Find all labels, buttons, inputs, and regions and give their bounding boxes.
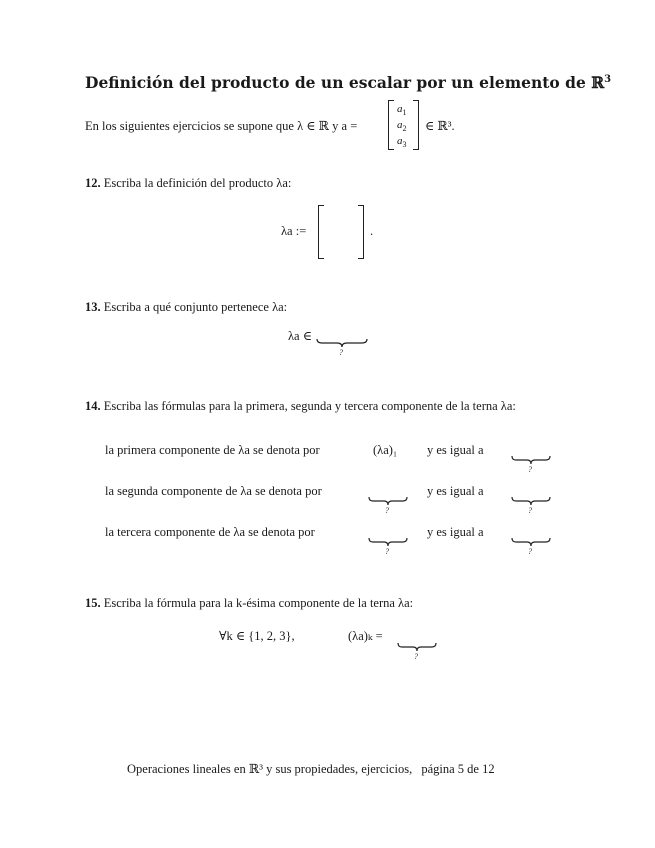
intro-vector-right-bracket bbox=[413, 100, 419, 150]
exercise-14-row-3-notation-question-mark: ? bbox=[385, 547, 389, 556]
intro-vector-left-bracket bbox=[388, 100, 394, 150]
exercise-14-row-1-value-underbrace-icon bbox=[511, 455, 551, 465]
exercise-15-underbrace-icon bbox=[397, 642, 437, 652]
exercise-13-underbrace-icon bbox=[316, 338, 368, 348]
exercise-14-row-2-notation-question-mark: ? bbox=[385, 506, 389, 515]
exercise-13-text: Escriba a qué conjunto pertenece λa: bbox=[103, 300, 288, 314]
page-title bbox=[85, 70, 611, 93]
page-footer bbox=[127, 762, 495, 777]
exercise-14-row-1-equal: y es igual a bbox=[427, 443, 484, 457]
exercise-12-text: Escriba la definición del producto λa: bbox=[103, 176, 292, 190]
exercise-12-number: 12. bbox=[85, 176, 101, 190]
exercise-12 bbox=[85, 176, 291, 191]
vector-entry-2: $a_2$ bbox=[397, 119, 407, 134]
exercise-12-left-bracket bbox=[318, 205, 324, 259]
exercise-14-row-3-label: la tercera componente de λa se denota por bbox=[105, 525, 315, 539]
footer-page-number: página 5 de 12 bbox=[421, 762, 495, 776]
intro-tail: ∈ ℝ³. bbox=[425, 119, 455, 133]
exercise-12-right-bracket bbox=[358, 205, 364, 259]
exercise-14-row-2-notation-underbrace-icon bbox=[368, 496, 408, 506]
footer-text: Operaciones lineales en ℝ³ y sus propiedades, ejercicios, bbox=[127, 762, 413, 776]
intro-lead: En los siguientes ejercicios se supone que λ ∈ ℝ y a = bbox=[85, 119, 358, 133]
exercise-13 bbox=[85, 300, 287, 315]
exercise-12-formula-end: . bbox=[370, 224, 374, 238]
exercise-14-row-2-value-underbrace-icon bbox=[511, 496, 551, 506]
exercise-14-number: 14. bbox=[85, 399, 101, 413]
exercise-15-number: 15. bbox=[85, 596, 101, 610]
exercise-14-row-2-value-question-mark: ? bbox=[528, 506, 532, 515]
exercise-15-question-mark: ? bbox=[414, 652, 418, 661]
exercise-14-row-1-value-question-mark: ? bbox=[528, 465, 532, 474]
exercise-13-number: 13. bbox=[85, 300, 101, 314]
exercise-15-lhs: (λa)ₖ = bbox=[348, 629, 383, 643]
exercise-13-formula-lhs: λa ∈ bbox=[288, 329, 312, 343]
exercise-14-row-3-notation-underbrace-icon bbox=[368, 537, 408, 547]
exercise-14-row-3-equal: y es igual a bbox=[427, 525, 484, 539]
exercise-14-row-3-value-underbrace-icon bbox=[511, 537, 551, 547]
exercise-15 bbox=[85, 596, 413, 611]
exercise-15-forall: ∀k ∈ {1, 2, 3}, bbox=[219, 629, 295, 643]
exercise-14-row-1-notation: (λa)₁ bbox=[373, 443, 398, 457]
exercise-14-row-2-label: la segunda componente de λa se denota por bbox=[105, 484, 322, 498]
exercise-15-text: Escriba la fórmula para la k-ésima componente de la terna λa: bbox=[103, 596, 414, 610]
exercise-14-text: Escriba las fórmulas para la primera, segunda y tercera componente de la terna λa: bbox=[103, 399, 516, 413]
vector-entry-3: $a_3$ bbox=[397, 135, 407, 150]
exercise-12-formula-lhs: λa := bbox=[281, 224, 307, 238]
title-text: Definición del producto de un escalar por un elemento de bbox=[85, 73, 592, 93]
vector-entry-1: $a_1$ bbox=[397, 103, 407, 118]
title-exponent: 3 bbox=[604, 74, 612, 85]
exercise-14-row-2-equal: y es igual a bbox=[427, 484, 484, 498]
exercise-14 bbox=[85, 399, 516, 414]
exercise-14-row-3-value-question-mark: ? bbox=[528, 547, 532, 556]
exercise-14-row-1-label: la primera componente de λa se denota por bbox=[105, 443, 320, 457]
exercise-13-question-mark: ? bbox=[339, 348, 343, 357]
title-set: ℝ bbox=[591, 73, 605, 93]
